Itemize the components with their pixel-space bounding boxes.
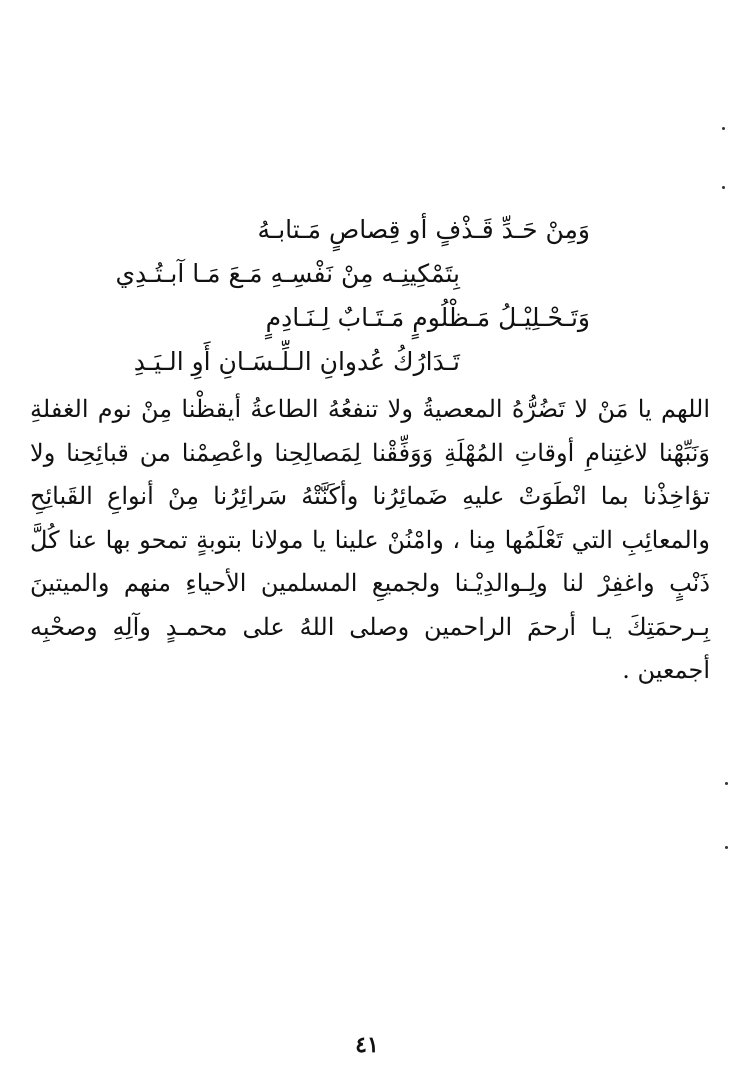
scan-speck <box>722 127 725 130</box>
verse-line-1: وَمِنْ حَـدِّ قَـذْفٍ أو قِصاصٍ مَـتابـهُ <box>257 215 590 244</box>
scan-speck <box>725 782 728 785</box>
verse-line-3: وَتَـحْـلِيْـلُ مَـظْلُومٍ مَـتَـابٌ لِـنَـادِمٍ <box>265 303 590 332</box>
prayer-paragraph: اللهم يا مَنْ لا تَضُرُّهُ المعصيةُ ولا تنفعُهُ الطاعةُ أيقظْنا مِنْ نوم الغفلةِ وَنَبِّهْنا لاغتِنامِ أوقاتِ المُهْلَةِ وَوَفِّقْنا لِمَصالِحِنا واعْصِمْنا من قبائِحِنا ولا تؤاخِذْنا بما انْطَوَتْ عليهِ ضَمائِرُنا وأكَنَّتْهُ سَرائِرُنا مِنْ أنواعِ القَبائِحِ والمعائِبِ التي تَعْلَمُها مِنا ، وامْنُنْ علينا يا مولانا بتوبةٍ تمحو بها عنا كُلَّ ذَنْبٍ واغفِرْ لنا ولِـوالدِيْـنا ولجميعِ المسلمين الأحياءِ منهم والميتينَ بِـرحمَتِكَ يـا أرحمَ الراحمين وصلى اللهُ على محمـدٍ وآلِهِ وصحْبِه أجمعين . <box>30 395 710 684</box>
verse-line-4: تَـدَارُكُ عُدوانِ الـلِّـسَـانِ أَوِ الـيَـدِ <box>133 347 460 376</box>
poem-verses <box>70 208 610 384</box>
page-number: ٤١ <box>355 1032 379 1058</box>
verse-line-2: بِتَمْكِينِـه مِنْ نَفْسِـهِ مَـعَ مَـا آبـتُـدِي <box>115 259 460 288</box>
scan-speck <box>722 186 725 189</box>
scan-speck <box>725 846 728 849</box>
